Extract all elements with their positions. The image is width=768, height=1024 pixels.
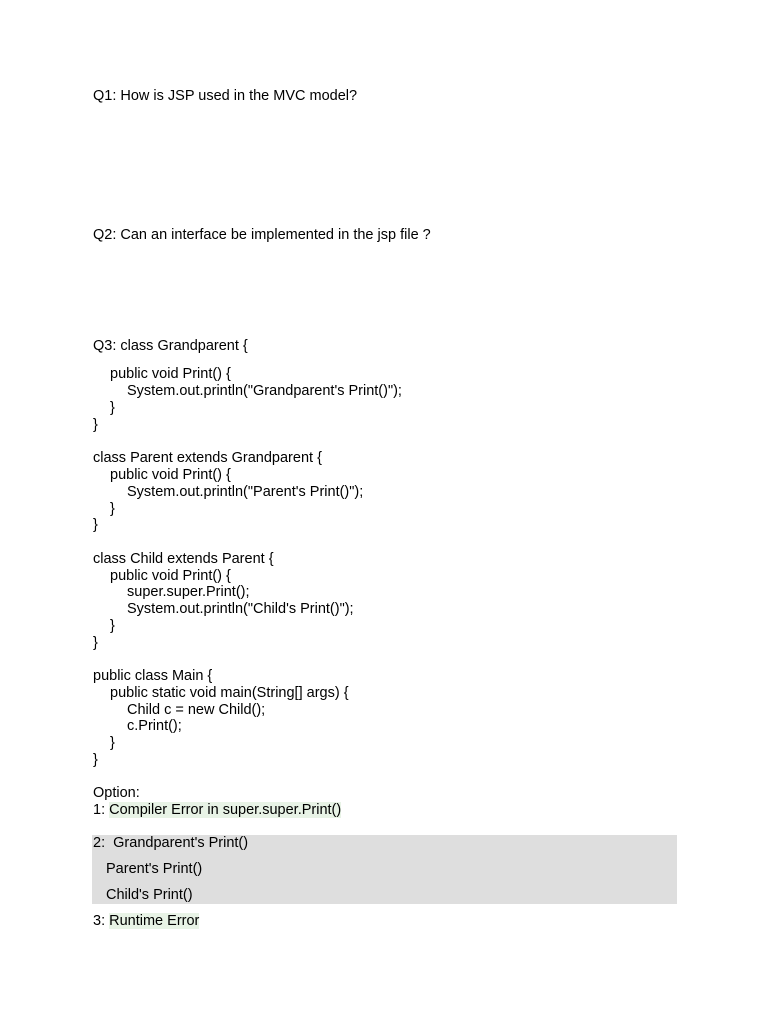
code-line: System.out.println("Grandparent's Print()"); <box>127 383 402 399</box>
question-2: Q2: Can an interface be implemented in the jsp file ? <box>93 227 431 243</box>
code-line: } <box>93 635 98 651</box>
question-1: Q1: How is JSP used in the MVC model? <box>93 88 358 104</box>
option-2-line-3: Child's Print() <box>106 887 193 903</box>
code-line: Child c = new Child(); <box>127 702 266 718</box>
option-3 <box>93 913 199 930</box>
code-line: super.super.Print(); <box>127 584 250 600</box>
code-line: public void Print() { <box>110 467 231 483</box>
code-line: } <box>93 517 98 533</box>
code-line: public void Print() { <box>110 366 231 382</box>
options-heading: Option: <box>93 785 140 801</box>
option-3-number: 3: <box>93 913 110 929</box>
option-1-number: 1: <box>93 802 110 818</box>
option-2-line-2: Parent's Print() <box>106 861 203 877</box>
code-line: } <box>93 752 98 768</box>
code-line: c.Print(); <box>127 718 182 734</box>
code-line: } <box>110 501 115 517</box>
option-1-text: Compiler Error in super.super.Print() <box>109 802 342 818</box>
option-2-block <box>92 835 677 904</box>
option-2-line-1: 2: Grandparent's Print() <box>93 835 249 851</box>
option-1 <box>93 802 341 819</box>
code-line: public class Main { <box>93 668 213 684</box>
code-line: class Parent extends Grandparent { <box>93 450 322 466</box>
code-line: } <box>110 735 115 751</box>
question-3-heading: Q3: class Grandparent { <box>93 338 248 354</box>
code-line: } <box>110 618 115 634</box>
code-line: } <box>110 400 115 416</box>
code-line: } <box>93 417 98 433</box>
code-line: class Child extends Parent { <box>93 551 274 567</box>
code-line: public static void main(String[] args) { <box>110 685 349 701</box>
option-3-text: Runtime Error <box>109 913 200 929</box>
code-line: System.out.println("Parent's Print()"); <box>127 484 364 500</box>
code-line: System.out.println("Child's Print()"); <box>127 601 354 617</box>
code-line: public void Print() { <box>110 568 231 584</box>
